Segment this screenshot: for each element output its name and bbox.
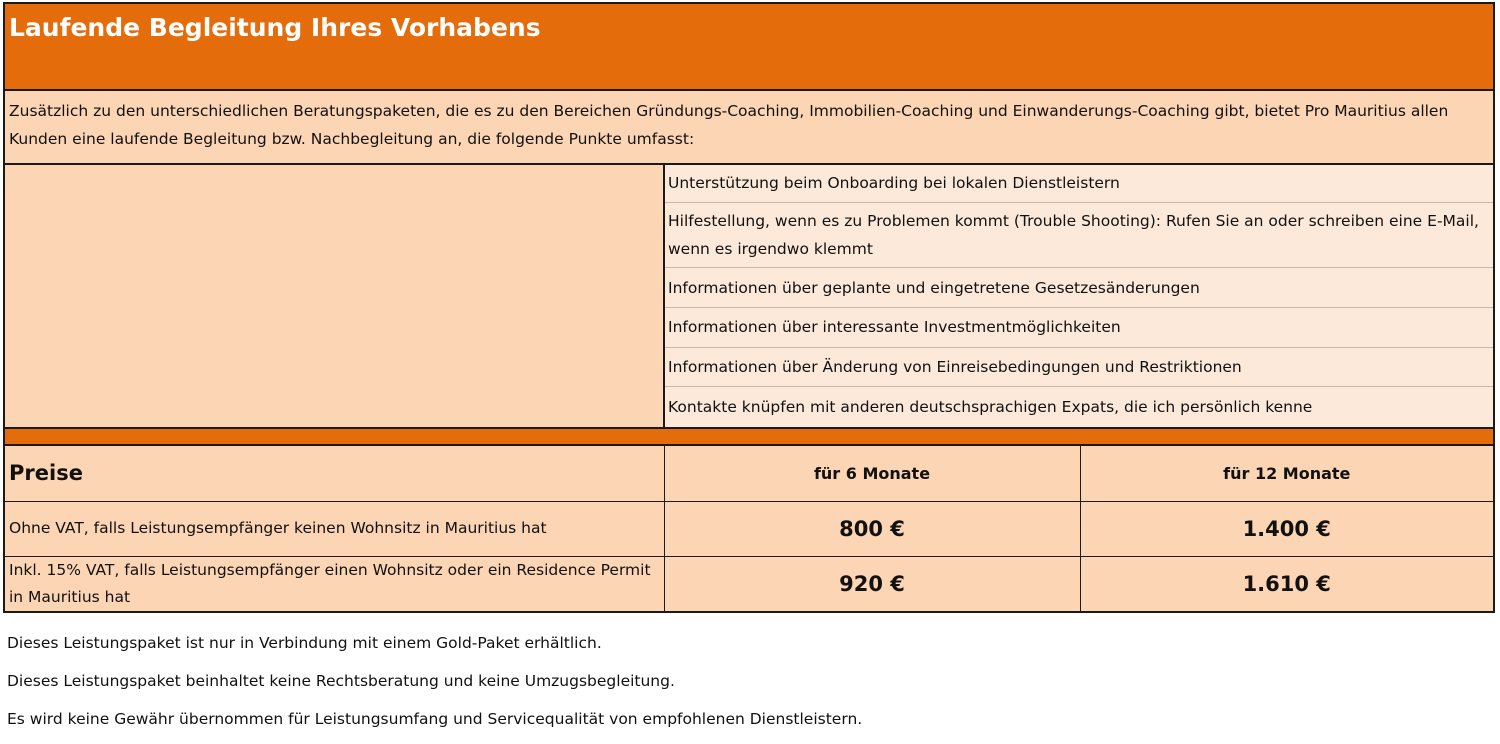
- price-6-months: 800 €: [664, 501, 1080, 556]
- prices-heading: Preise: [5, 446, 664, 501]
- feature-item: Unterstützung beim Onboarding bei lokalen Dienstleistern: [665, 165, 1493, 203]
- price-12-months: 1.610 €: [1080, 556, 1493, 611]
- features-section: [5, 165, 1493, 429]
- footnotes: [7, 630, 862, 744]
- footnote: Es wird keine Gewähr übernommen für Leistungsumfang und Servicequalität von empfohlenen Dienstleistern.: [7, 710, 863, 728]
- feature-item: Hilfestellung, wenn es zu Problemen kommt (Trouble Shooting): Rufen Sie an oder schreiben eine E-Mail, wenn es irgendwo klemmt: [665, 203, 1493, 269]
- service-sheet: [3, 2, 1495, 613]
- column-6-months: für 6 Monate: [664, 446, 1080, 501]
- feature-item: Informationen über Änderung von Einreisebedingungen und Restriktionen: [665, 348, 1493, 388]
- features-list: [665, 165, 1493, 427]
- footnote: Dieses Leistungspaket beinhaltet keine Rechtsberatung und keine Umzugsbegleitung.: [7, 672, 675, 690]
- price-row: [5, 556, 1493, 611]
- title-band: [5, 4, 1493, 91]
- price-table: [5, 446, 1493, 611]
- column-12-months: für 12 Monate: [1080, 446, 1493, 501]
- price-row-label: Ohne VAT, falls Leistungsempfänger keinen Wohnsitz in Mauritius hat: [5, 501, 664, 556]
- price-row: [5, 501, 1493, 556]
- separator-band: [5, 429, 1493, 446]
- price-12-months: 1.400 €: [1080, 501, 1493, 556]
- features-spacer: [5, 165, 665, 427]
- intro-text: Zusätzlich zu den unterschiedlichen Beratungspaketen, die es zu den Bereichen Gründungs-Coaching, Immobilien-Coaching und Einwanderungs-Coaching gibt, bietet Pro Mauritius allen Kunden eine laufende Begleitung bzw. Nachbegleitung an, die folgende Punkte umfasst:: [5, 91, 1493, 165]
- price-row-label: Inkl. 15% VAT, falls Leistungsempfänger einen Wohnsitz oder ein Residence Permit in Mauritius hat: [5, 556, 664, 611]
- footnote: Dieses Leistungspaket ist nur in Verbindung mit einem Gold-Paket erhältlich.: [7, 634, 602, 652]
- price-6-months: 920 €: [664, 556, 1080, 611]
- page-title: Laufende Begleitung Ihres Vorhabens: [9, 13, 541, 42]
- price-header-row: [5, 446, 1493, 501]
- feature-item: Informationen über geplante und eingetretene Gesetzesänderungen: [665, 268, 1493, 308]
- feature-item: Informationen über interessante Investmentmöglichkeiten: [665, 308, 1493, 348]
- feature-item: Kontakte knüpfen mit anderen deutschsprachigen Expats, die ich persönlich kenne: [665, 387, 1493, 427]
